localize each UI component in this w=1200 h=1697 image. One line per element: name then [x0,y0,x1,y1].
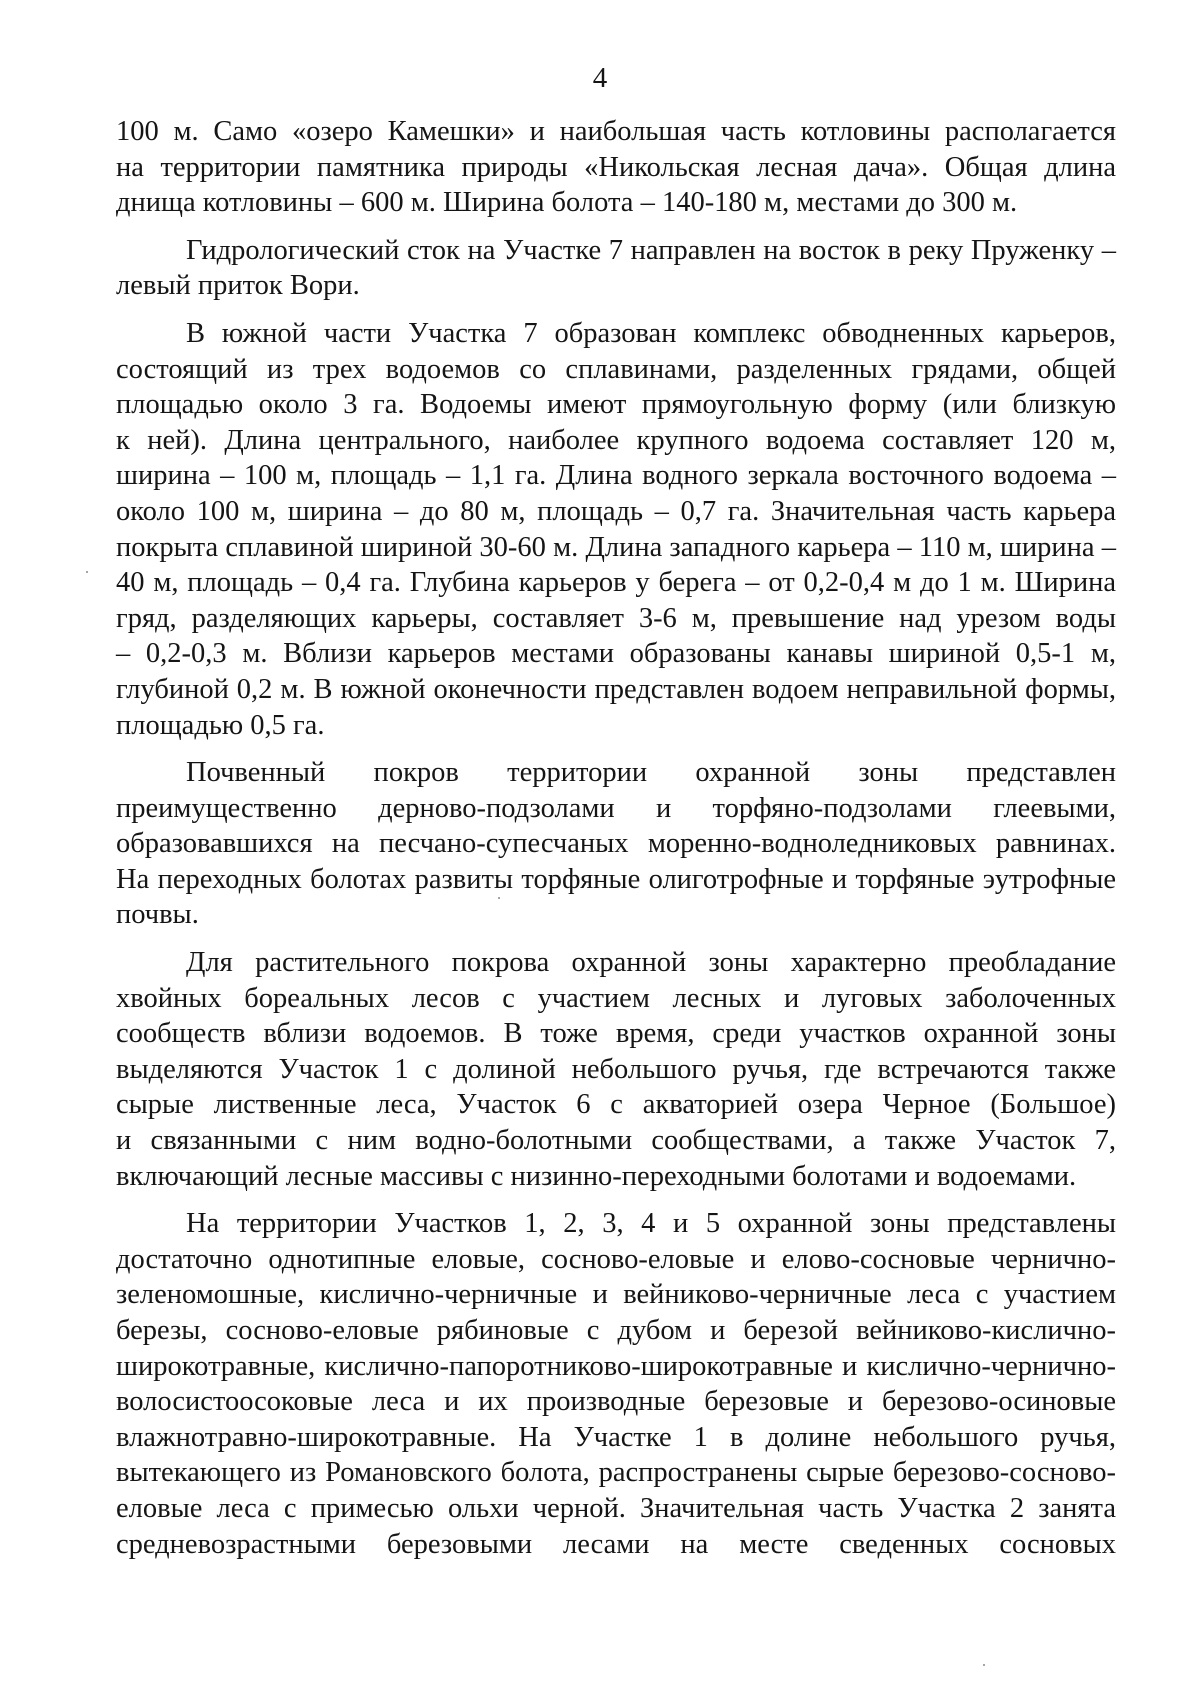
text-line: левый приток Вори. [116,270,360,302]
text-line: состоящий из трех водоемов со сплавинами, разделенных грядами, общей [116,353,1116,385]
text-line: включающий лесные массивы с низинно-переходными болотами и водоемами. [116,1160,1077,1192]
text-line: березы, сосново-еловые рябиновые с дубом и березой вейниково-кислично- [116,1315,1116,1346]
text-line: волосистоосоковые леса и их производные березовые и березово-осиновые [116,1386,1116,1418]
text-line: достаточно однотипные еловые, сосново-еловые и елово-сосновые чернично- [116,1243,1116,1275]
text-line: Для растительного покрова охранной зоны характерно преобладание [186,947,1116,979]
text-line: покрыта сплавиной шириной 30-60 м. Длина западного карьера – 110 м, ширина – [116,531,1116,563]
text-line: выделяются Участок 1 с долиной небольшого ручья, где встречаются также [116,1053,1116,1085]
text-line: сырые лиственные леса, Участок 6 с акваторией озера Черное (Большое) [116,1089,1116,1121]
text-line: широкотравные, кислично-папоротниково-широкотравные и кислично-чернично- [116,1350,1116,1382]
text-line: Гидрологический сток на Участке 7 направлен на восток в реку Пруженку – [186,234,1116,266]
text-line: Почвенный покров территории охранной зоны представлен [186,757,1116,789]
text-line: еловые леса с примесью ольхи черной. Значительная часть Участка 2 занята [116,1492,1116,1524]
text-line: и связанными с ним водно-болотными сообществами, а также Участок 7, [116,1125,1116,1157]
text-line: к ней). Длина центрального, наиболее крупного водоема составляет 120 м, [116,424,1116,456]
text-line: глубиной 0,2 м. В южной оконечности представлен водоем неправильной формы, [116,673,1116,705]
paragraph [116,233,1116,304]
text-line: преимущественно дерново-подзолами и торфяно-подзолами глеевыми, [116,792,1116,824]
paragraph [116,316,1116,743]
paragraph [116,114,1116,221]
text-line: В южной части Участка 7 образован комплекс обводненных карьеров, [186,317,1116,349]
text-line: гряд, разделяющих карьеры, составляет 3-6 м, превышение над урезом воды [116,602,1116,634]
text-line: средневозрастными березовыми лесами на месте сведенных сосновых [116,1528,1116,1560]
text-line: площадью 0,5 га. [116,709,325,741]
text-line: образовавшихся на песчано-супесчаных моренно-водноледниковых равнинах. [116,828,1116,860]
text-line: хвойных бореальных лесов с участием лесных и луговых заболоченных [116,982,1116,1014]
text-line: – 0,2-0,3 м. Вблизи карьеров местами образованы канавы шириной 0,5-1 м, [116,638,1116,670]
text-line: на территории памятника природы «Никольская лесная дача». Общая длина [116,151,1116,183]
text-line: 40 м, площадь – 0,4 га. Глубина карьеров у берега – от 0,2-0,4 м до 1 м. Ширина [116,567,1116,599]
scan-speck [86,571,88,573]
document-body [116,114,1116,1562]
text-line: ширина – 100 м, площадь – 1,1 га. Длина водного зеркала восточного водоема – [116,460,1116,492]
text-line: На территории Участков 1, 2, 3, 4 и 5 охранной зоны представлены [186,1208,1116,1240]
text-line: зеленомошные, кислично-черничные и вейниково-черничные леса с участием [116,1279,1116,1311]
paragraph [116,1206,1116,1562]
scan-speck [498,897,500,899]
paragraph [116,945,1116,1194]
paragraph [116,755,1116,933]
page-number: 4 [592,62,608,94]
text-line: влажнотравно-широкотравные. На Участке 1 в долине небольшого ручья, [116,1421,1116,1453]
text-line: сообществ вблизи водоемов. В тоже время, среди участков охранной зоны [116,1018,1116,1050]
text-line: На переходных болотах развиты торфяные олиготрофные и торфяные эутрофные [116,863,1116,895]
text-line: вытекающего из Романовского болота, распространены сырые березово-сосново- [116,1457,1116,1489]
text-line: площадью около 3 га. Водоемы имеют прямоугольную форму (или близкую [116,389,1116,421]
scan-speck [983,1664,985,1666]
text-line: 100 м. Само «озеро Камешки» и наибольшая часть котловины располагается [116,116,1116,147]
text-line: днища котловины – 600 м. Ширина болота – 140-180 м, местами до 300 м. [116,187,1018,219]
text-line: около 100 м, ширина – до 80 м, площадь – 0,7 га. Значительная часть карьера [116,495,1116,527]
text-line: почвы. [116,899,199,931]
